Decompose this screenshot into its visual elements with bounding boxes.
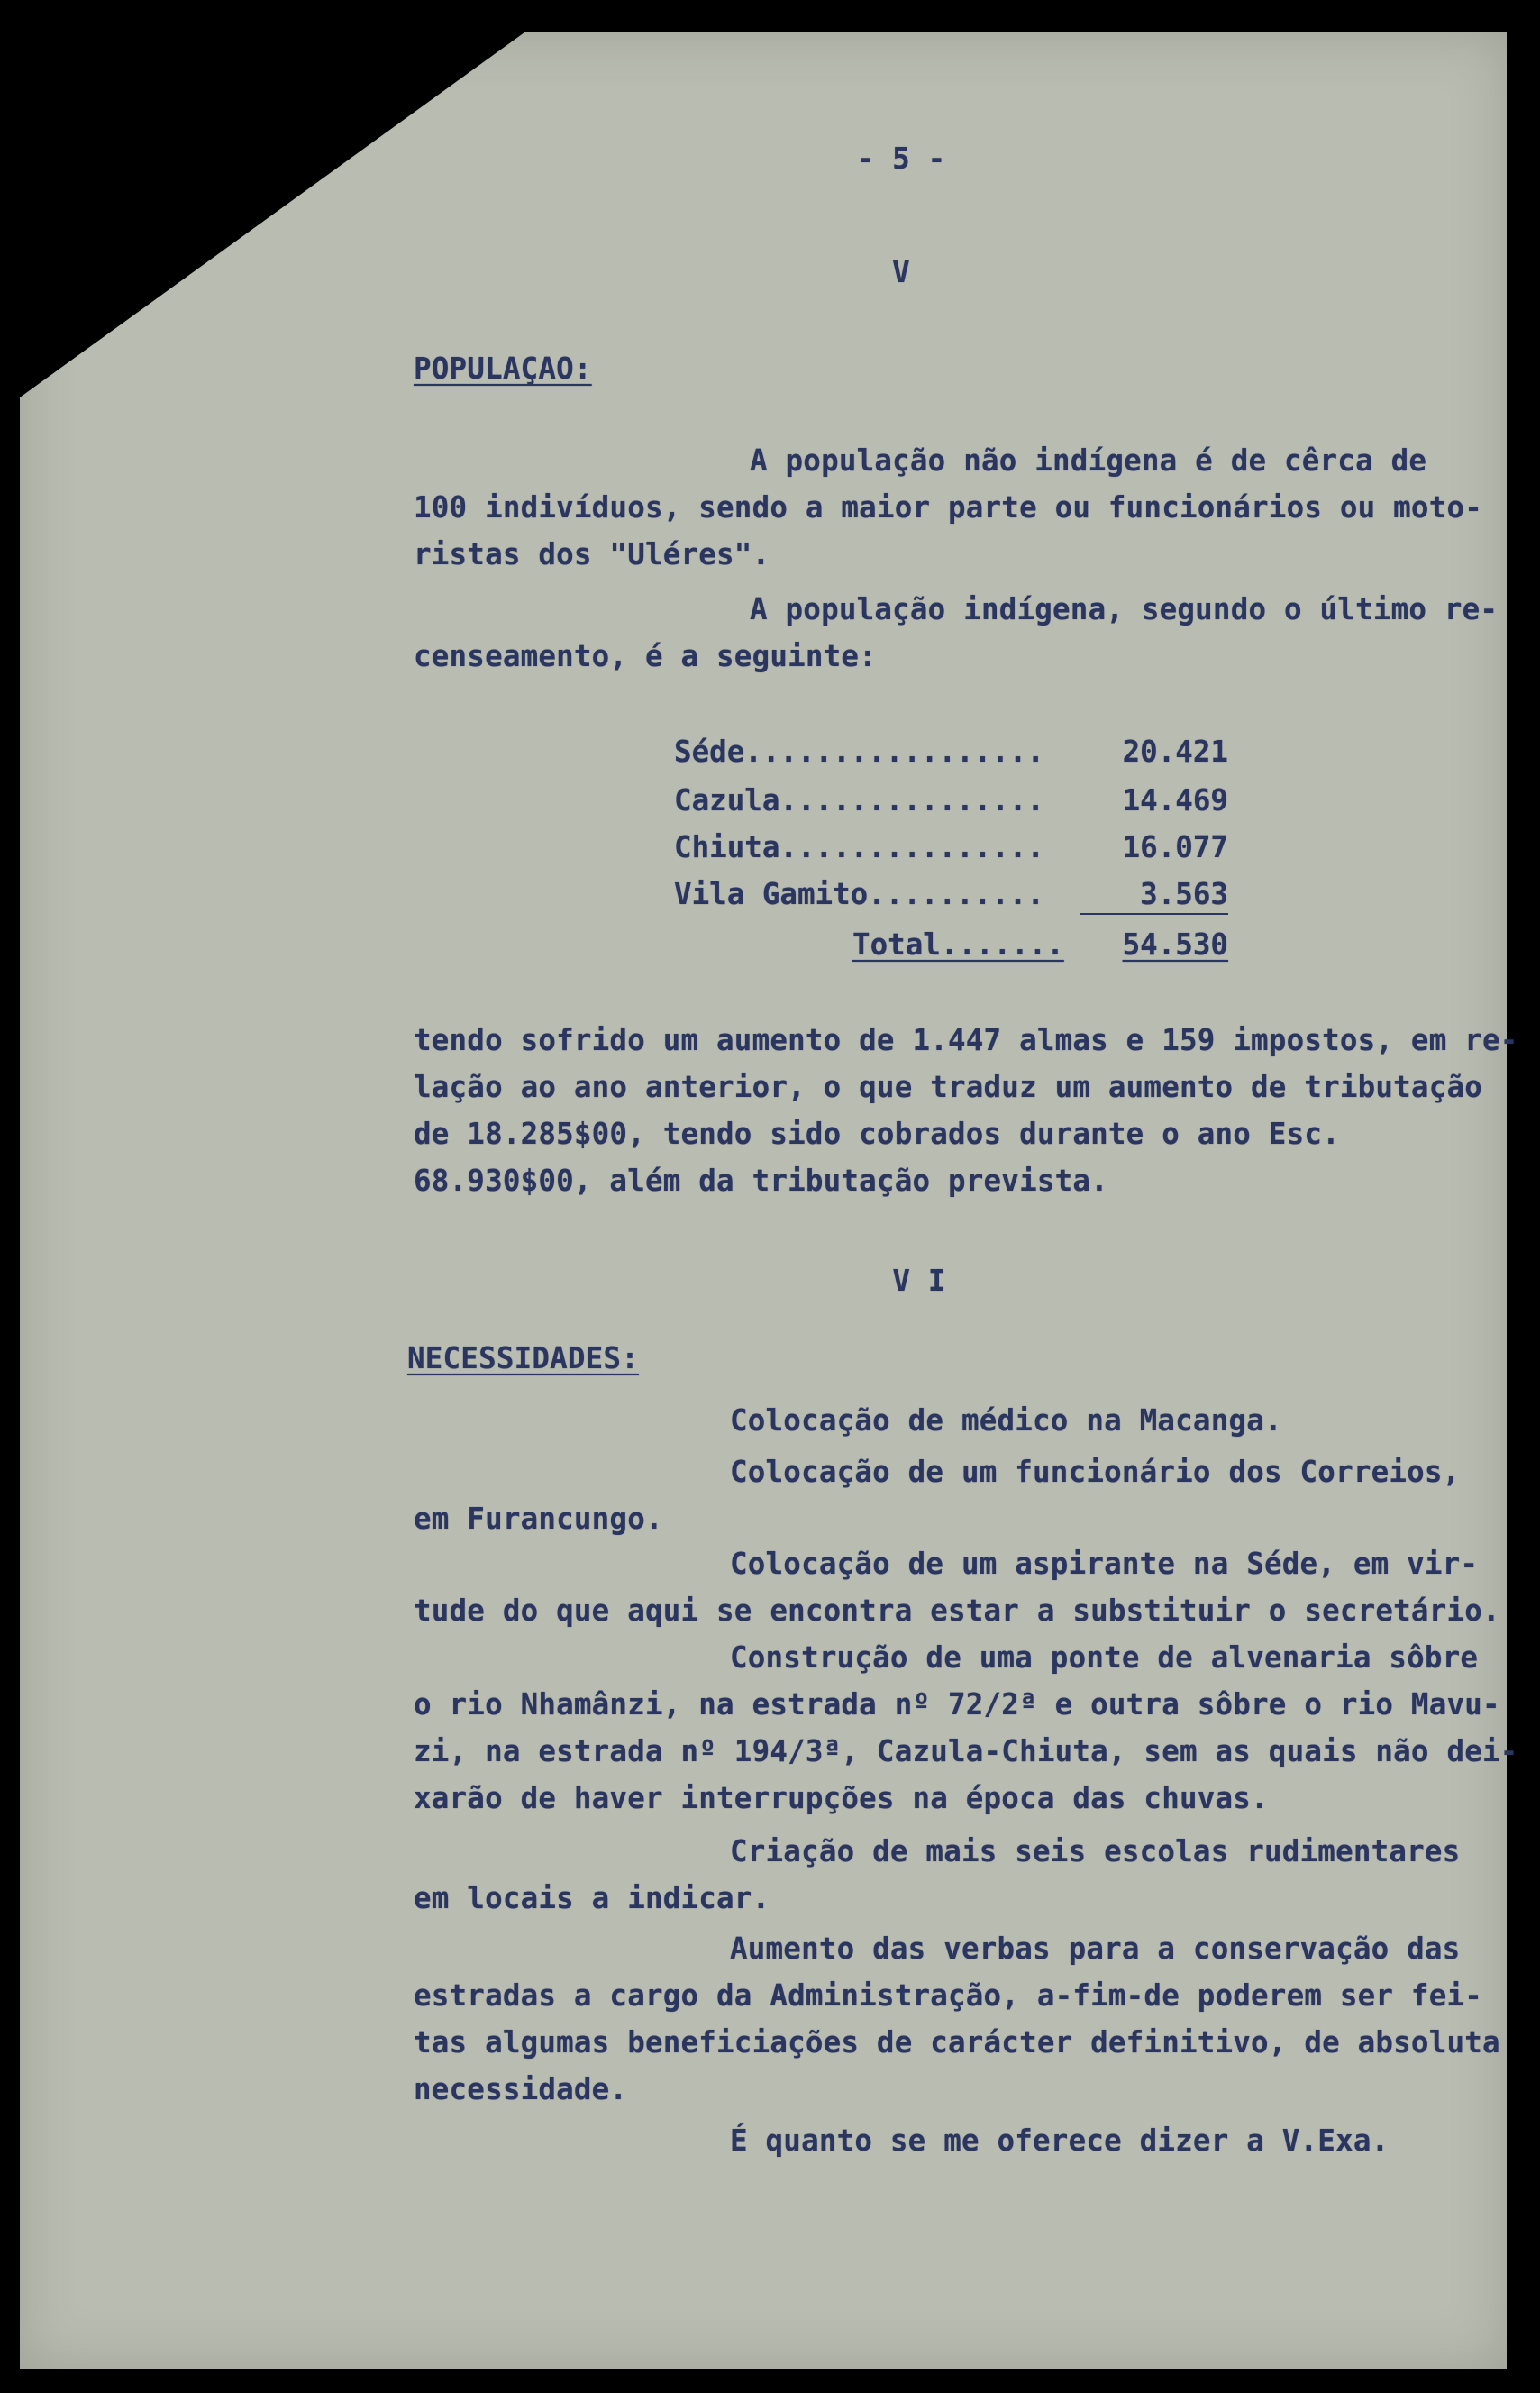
row-value: 14.469 [1122, 783, 1228, 817]
total-value: 54.530 [1122, 927, 1228, 962]
text-line: Criação de mais seis escolas rudimentares [730, 1834, 1461, 1868]
text-line: 100 indivíduos, sendo a maior parte ou funcionários ou moto- [414, 490, 1482, 525]
text-line: xarão de haver interrupções na época das chuvas. [414, 1781, 1269, 1815]
row-value: 3.563 [1140, 877, 1228, 911]
row-value: 20.421 [1122, 735, 1228, 769]
text-line: Colocação de um aspirante na Séde, em vir- [730, 1547, 1479, 1581]
text-line: de 18.285$00, tendo sido cobrados durante o ano Esc. [414, 1117, 1340, 1151]
text-line: lação ao ano anterior, o que traduz um aumento de tributação [414, 1070, 1482, 1104]
text-line: tendo sofrido um aumento de 1.447 almas e 159 impostos, em re- [414, 1023, 1518, 1057]
text-line: Construção de uma ponte de alvenaria sôbre [730, 1640, 1479, 1675]
table-total-row [852, 921, 1228, 968]
row-label: Chiuta............... [674, 830, 1044, 864]
section-heading-necessidades: NECESSIDADES: [407, 1341, 639, 1375]
text-line: necessidade. [414, 2072, 628, 2106]
text-line: estradas a cargo da Administração, a-fim-de poderem ser fei- [414, 1978, 1482, 2013]
text-line: 68.930$00, além da tributação prevista. [414, 1164, 1108, 1198]
table-row [674, 777, 1228, 824]
text-line: tas algumas beneficiações de carácter definitivo, de absoluta [414, 2025, 1500, 2060]
row-label: Cazula............... [674, 783, 1044, 817]
text-line: censeamento, é a seguinte: [414, 639, 877, 673]
text-line: o rio Nhamânzi, na estrada nº 72/2ª e outra sôbre o rio Mavu- [414, 1687, 1500, 1722]
text-line: A população indígena, segundo o último re- [750, 592, 1499, 626]
section-heading-populacao: POPULAÇAO: [414, 352, 592, 386]
text-line: ristas dos "Uléres". [414, 537, 770, 571]
section-numeral-vi: V I [892, 1264, 946, 1298]
total-label: Total....... [852, 927, 1064, 962]
sum-rule [1080, 913, 1228, 915]
text-line: tude do que aqui se encontra estar a substituir o secretário. [414, 1594, 1500, 1628]
text-line: Colocação de médico na Macanga. [730, 1403, 1282, 1438]
row-value: 16.077 [1122, 830, 1228, 864]
table-row [674, 824, 1228, 871]
table-row [674, 871, 1228, 918]
page-number: - 5 - [856, 142, 946, 176]
text-line: zi, na estrada nº 194/3ª, Cazula-Chiuta, sem as quais não dei- [414, 1734, 1518, 1768]
text-line: Colocação de um funcionário dos Correios, [730, 1455, 1461, 1489]
table-row [674, 728, 1228, 775]
text-line: Aumento das verbas para a conservação das [730, 1932, 1461, 1966]
text-line: A população não indígena é de cêrca de [750, 443, 1427, 478]
section-numeral-v: V [892, 255, 910, 289]
row-label: Vila Gamito.......... [674, 877, 1044, 911]
text-line: É quanto se me oferece dizer a V.Exa. [730, 2124, 1390, 2158]
text-line: em locais a indicar. [414, 1881, 770, 1915]
row-label: Séde................. [674, 735, 1044, 769]
text-line: em Furancungo. [414, 1502, 663, 1536]
